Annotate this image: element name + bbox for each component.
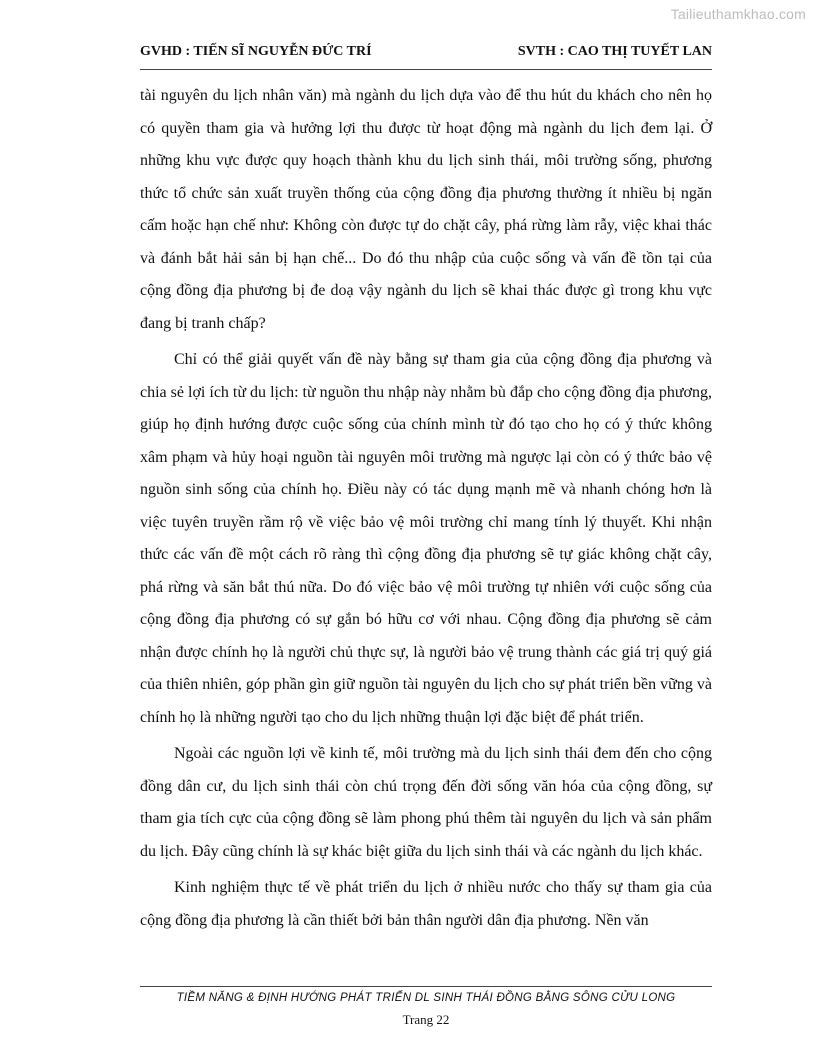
- footer-title: TIỀM NĂNG & ĐỊNH HƯỚNG PHÁT TRIỂN DL SINH THÁI ĐỒNG BẰNG SÔNG CỬU LONG: [176, 992, 676, 1004]
- paragraph-4: Kinh nghiệm thực tế về phát triển du lịch ở nhiều nước cho thấy sự tham gia của cộng đồng địa phương là cần thiết bởi bản thân người dân địa phương. Nền văn: [140, 879, 712, 929]
- header-advisor: GVHD : TIẾN SĨ NGUYỄN ĐỨC TRÍ: [140, 44, 372, 59]
- footer-divider: [140, 986, 712, 987]
- watermark: Tailieuthamkhao.com: [670, 6, 806, 22]
- paragraph-2: Chỉ có thể giải quyết vấn đề này bằng sự tham gia của cộng đồng địa phương và chia sẻ lợi ích từ du lịch: từ nguồn thu nhập này nhằm bù đắp cho cộng đồng địa phương, giúp họ định hướng được cuộc sống của chính mình từ đó tạo cho họ có ý thức không xâm phạm và hủy hoại nguồn tài nguyên môi trường mà ngược lại còn có ý thức bảo vệ nguồn sinh sống của chính họ. Điều này có tác dụng mạnh mẽ và nhanh chóng hơn là việc tuyên truyền rầm rộ về việc bảo vệ môi trường chỉ mang tính lý thuyết. Khi nhận thức các vấn đề một cách rõ ràng thì cộng đồng địa phương sẽ tự giác không chặt cây, phá rừng và săn bắt thú nữa. Do đó việc bảo vệ môi trường tự nhiên với cuộc sống của cộng đồng địa phương có sự gắn bó hữu cơ với nhau. Cộng đồng địa phương sẽ cảm nhận được chính họ là người chủ thực sự, là người bảo vệ trung thành các giá trị quý giá của thiên nhiên, góp phần gìn giữ nguồn tài nguyên du lịch cho sự phát triển bền vững và chính họ là những người tạo cho du lịch những thuận lợi đặc biệt để phát triển.: [140, 351, 712, 726]
- paragraph-3: Ngoài các nguồn lợi về kinh tế, môi trường mà du lịch sinh thái đem đến cho cộng đồng dân cư, du lịch sinh thái còn chú trọng đến đời sống văn hóa của cộng đồng, sự tham gia tích cực của cộng đồng sẽ làm phong phú thêm tài nguyên du lịch và sản phẩm du lịch. Đây cũng chính là sự khác biệt giữa du lịch sinh thái và các ngành du lịch khác.: [140, 745, 712, 860]
- paragraph-1: tài nguyên du lịch nhân văn) mà ngành du lịch dựa vào để thu hút du khách cho nên họ có quyền tham gia và hưởng lợi thu được từ hoạt động mà ngành du lịch đem lại. Ở những khu vực được quy hoạch thành khu du lịch sinh thái, môi trường sống, phương thức tổ chức sản xuất truyền thống của cộng đồng địa phương thường ít nhiều bị ngăn cấm hoặc hạn chế như: Không còn được tự do chặt cây, phá rừng làm rẫy, việc khai thác và đánh bắt hải sản bị hạn chế... Do đó thu nhập của cuộc sống và vấn đề tồn tại của cộng đồng địa phương bị đe doạ vậy ngành du lịch sẽ khai thác được gì trong khu vực đang bị tranh chấp?: [140, 87, 712, 332]
- page-number: Trang 22: [402, 1012, 450, 1027]
- page-header: [140, 44, 712, 60]
- header-student: SVTH : CAO THỊ TUYẾT LAN: [517, 44, 712, 59]
- document-body: [140, 80, 712, 941]
- header-divider: [140, 69, 712, 70]
